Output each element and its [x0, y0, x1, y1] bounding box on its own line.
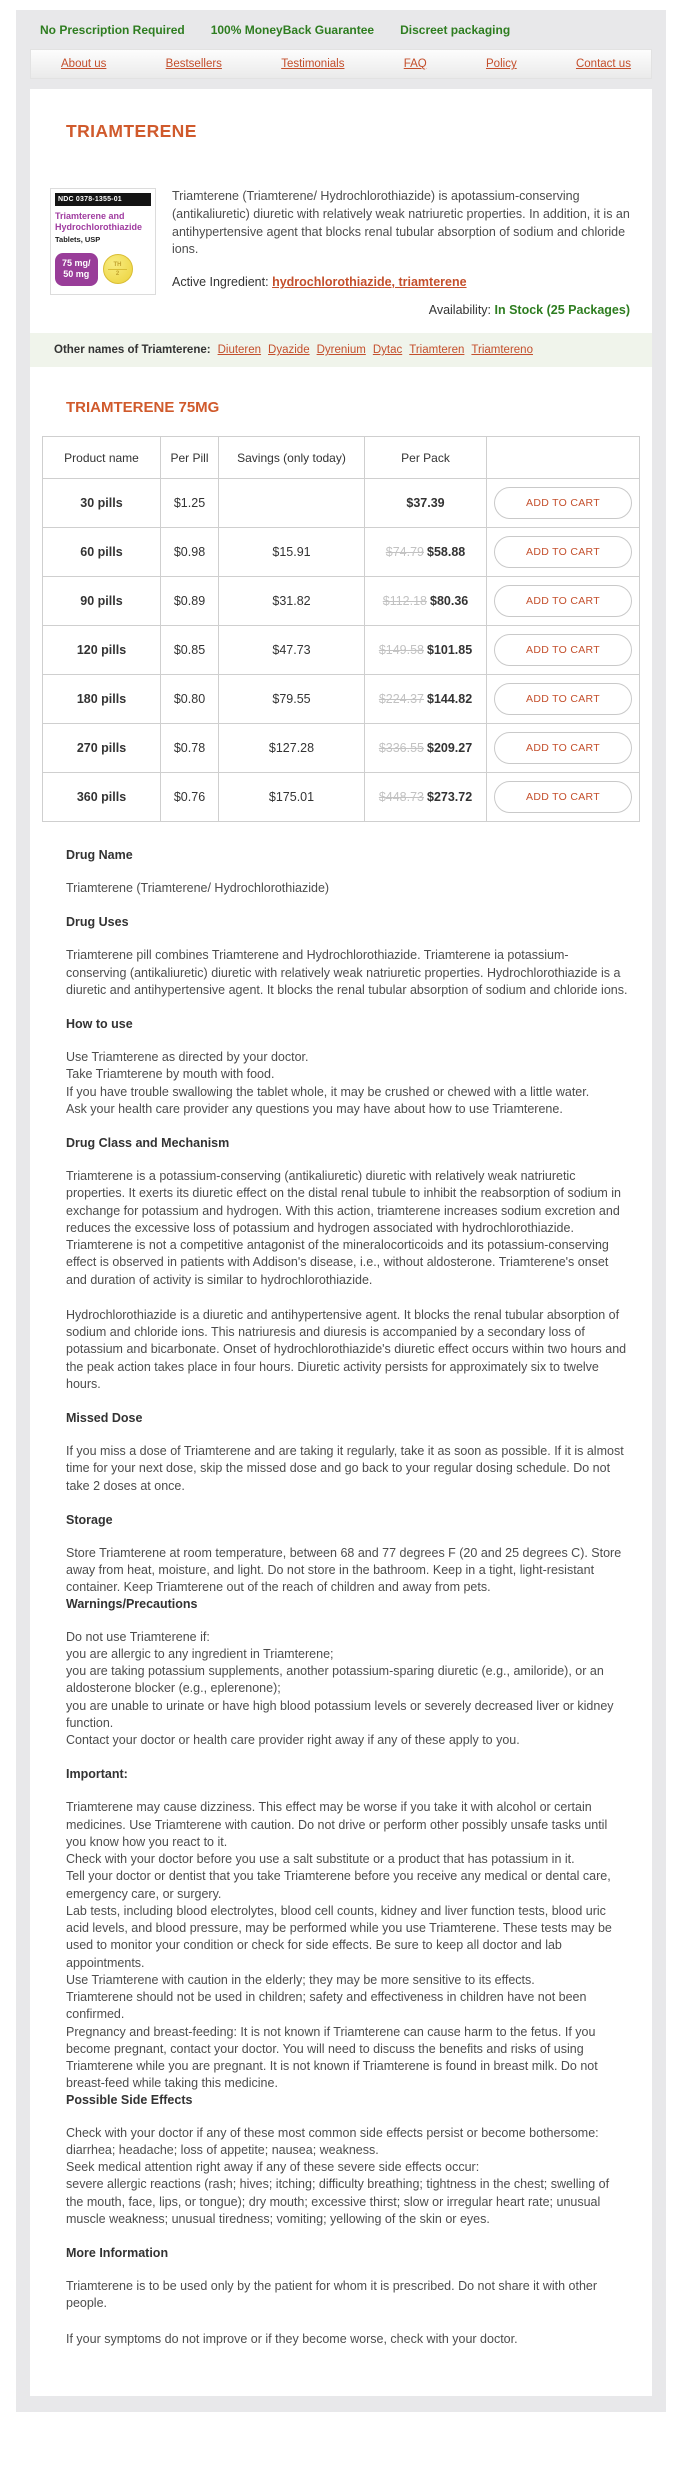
cart-cell — [487, 675, 640, 724]
product-name-cell: 120 pills — [43, 626, 161, 675]
per-pack-cell — [365, 626, 487, 675]
cart-cell — [487, 773, 640, 822]
text-line: Use Triamterene as directed by your doctor. — [66, 1050, 309, 1064]
section-heading: Missed Dose — [66, 1411, 143, 1425]
nav-bar — [30, 49, 652, 79]
old-price: $74.79 — [385, 545, 424, 559]
nav-link-testimonials[interactable]: Testimonials — [281, 58, 345, 70]
dose-badge — [55, 253, 98, 286]
package-form-label: Tablets, USP — [55, 235, 101, 245]
other-name-link[interactable]: Dyrenium — [316, 344, 366, 356]
topbar-item-2: Discreet packaging — [400, 23, 511, 37]
section-paragraph — [66, 1443, 628, 1495]
section-paragraph — [66, 880, 628, 897]
section-paragraph — [66, 947, 628, 999]
old-price: $336.55 — [378, 741, 424, 755]
pill-imprint-bottom: 2 — [115, 270, 120, 277]
text-line: Pregnancy and breast-feeding: It is not known if Triamterene can cause harm to the fetus. If you become pregnant, contact your doctor. You will need to discuss the benefits and risks of using Triamterene while you are pregnant. It is not known if Triamterene is found in breast milk. Do not breast-feed while taking this medicine. — [66, 2024, 598, 2091]
section-heading: Drug Class and Mechanism — [66, 1136, 230, 1150]
package-drug-name-line1: Triamterene and — [55, 211, 125, 221]
per-pill-cell: $0.98 — [161, 528, 219, 577]
per-pack-cell — [365, 577, 487, 626]
main-content — [30, 89, 652, 2396]
per-pack-cell — [365, 479, 487, 528]
dose-line2: 50 mg — [63, 269, 90, 280]
section-paragraph — [66, 1799, 628, 2092]
cart-cell — [487, 626, 640, 675]
section-paragraph — [66, 1049, 628, 1118]
nav-link-policy[interactable]: Policy — [486, 58, 517, 70]
table-row — [43, 626, 640, 675]
column-header: Savings (only today) — [219, 437, 365, 479]
text-line: If you miss a dose of Triamterene and are taking it regularly, take it as soon as possible. If it is almost time for your next dose, skip the missed dose and go back to your regular dosing schedule. Do not take 2 doses at once. — [66, 1444, 624, 1493]
table-row — [43, 479, 640, 528]
product-info — [172, 188, 634, 317]
column-header: Per Pill — [161, 437, 219, 479]
column-header-empty — [487, 437, 640, 479]
text-line: Seek medical attention right away if any of these severe side effects occur: — [66, 2160, 480, 2174]
table-row — [43, 773, 640, 822]
pricing-table-body — [43, 479, 640, 822]
text-line: Triamterene pill combines Triamterene and Hydrochlorothiazide. Triamterene ia potassium-conserving (antikaliuretic) diuretic with relatively weak natriuretic properties. Hydrochlorothiazide is a diuretic and antihypertensive agent. It blocks the renal tubular absorption of sodium and chloride ions. — [66, 948, 628, 997]
per-pack-cell — [365, 528, 487, 577]
info-sections — [66, 848, 628, 2348]
topbar — [16, 10, 666, 49]
text-line: Hydrochlorothiazide is a diuretic and antihypertensive agent. It blocks the renal tubular absorption of sodium and chloride ions. This natriuresis and diuresis is accompanied by a secondary loss of potassium and bicarbonate. Onset of hydrochlorothiazide's diuretic effect occurs within two hours and the peak action takes place in four hours. Diuretic activity persists for approximately six to twelve hours. — [66, 1307, 627, 1391]
text-line: Store Triamterene at room temperature, between 68 and 77 degrees F (20 and 25 degrees C). Store away from heat, moisture, and light. Do not store in the bathroom. Keep in a tight, light-resistant container. Keep Triamterene out of the reach of children and away from pets. — [66, 1545, 622, 1595]
section-paragraph — [66, 1629, 628, 1750]
text-line: Do not use Triamterene if: — [66, 1629, 210, 1644]
page-title: TRIAMTERENE — [66, 121, 197, 141]
cart-cell — [487, 528, 640, 577]
nav-link-bestsellers[interactable]: Bestsellers — [165, 58, 222, 70]
table-row — [43, 724, 640, 773]
per-pill-cell: $0.76 — [161, 773, 219, 822]
cart-cell — [487, 479, 640, 528]
savings-cell: $127.28 — [219, 724, 365, 773]
other-name-link[interactable]: Dytac — [372, 344, 403, 356]
section-heading: Drug Uses — [66, 915, 129, 930]
pack-price: $101.85 — [427, 643, 473, 657]
product-description: Triamterene (Triamterene/ Hydrochlorothiazide) is apotassium-conserving (antikaliuretic) diuretic with relatively weak natriuretic properties. In addition, it is an antihypertensive agent that blocks renal tubular absorption of sodium and chloride ions. — [172, 189, 630, 257]
nav-link-contact-us[interactable]: Contact us — [575, 58, 631, 70]
text-line: Triamterene (Triamterene/ Hydrochlorothiazide) — [66, 881, 330, 895]
add-to-cart-button[interactable]: ADD TO CART — [494, 781, 632, 813]
savings-cell: $47.73 — [219, 626, 365, 675]
topbar-item-0: No Prescription Required — [40, 23, 185, 37]
availability-status: In Stock (25 Packages) — [494, 303, 630, 317]
add-to-cart-button[interactable]: ADD TO CART — [494, 683, 632, 715]
other-name-link[interactable]: Dyazide — [268, 344, 310, 356]
add-to-cart-button[interactable]: ADD TO CART — [494, 487, 632, 519]
section-paragraph — [66, 2278, 628, 2313]
column-header: Per Pack — [365, 437, 487, 479]
pack-price: $209.27 — [427, 741, 473, 755]
pack-price: $80.36 — [430, 594, 469, 608]
nav-link-about-us[interactable]: About us — [61, 58, 107, 70]
savings-cell: $15.91 — [219, 528, 365, 577]
text-line: Triamterene is to be used only by the patient for whom it is prescribed. Do not share it with other people. — [66, 2279, 598, 2311]
section-heading: Important: — [66, 1767, 128, 1782]
ndc-label: NDC 0378-1355-01 — [55, 193, 151, 206]
pill-score-line — [108, 269, 127, 270]
cart-cell — [487, 724, 640, 773]
section-paragraph — [66, 1307, 628, 1393]
pricing-header-row — [43, 437, 640, 479]
pill-imprint-top: TH — [113, 261, 122, 268]
section-heading: Storage — [66, 1512, 113, 1527]
add-to-cart-button[interactable]: ADD TO CART — [494, 585, 632, 617]
product-name-cell: 270 pills — [43, 724, 161, 773]
text-line: Take Triamterene by mouth with food. — [66, 1067, 275, 1082]
text-line: you are unable to urinate or have high blood potassium levels or severely decreased liver or kidney function. — [66, 1698, 614, 1730]
active-ingredient-link[interactable]: hydrochlorothiazide, triamterene — [272, 275, 467, 289]
section-heading: Warnings/Precautions — [66, 1596, 198, 1611]
per-pill-cell: $0.80 — [161, 675, 219, 724]
per-pill-cell: $0.78 — [161, 724, 219, 773]
section-heading: Drug Name — [66, 848, 133, 862]
old-price: $149.58 — [378, 643, 424, 657]
text-line: Triamterene should not be used in children; safety and effectiveness in children have not been confirmed. — [66, 1990, 587, 2022]
pack-price: $273.72 — [427, 790, 473, 804]
pack-price: $144.82 — [427, 692, 473, 706]
section-paragraph — [66, 1168, 628, 1289]
pricing-section-title: TRIAMTERENE 75MG — [66, 399, 220, 416]
old-price: $448.73 — [378, 790, 424, 804]
text-line: diarrhea; headache; loss of appetite; nausea; weakness. — [66, 2142, 379, 2157]
section-paragraph — [66, 2331, 628, 2348]
text-line: you are allergic to any ingredient in Triamterene; — [66, 1646, 334, 1661]
section-heading: More Information — [66, 2246, 169, 2260]
column-header: Product name — [43, 437, 161, 479]
pack-price: $37.39 — [406, 496, 445, 510]
text-line: Triamterene is a potassium-conserving (antikaliuretic) diuretic with relatively weak natriuretic properties. It exerts its diuretic effect on the distal renal tubule to inhibit the reabsorption of sodium in exchange for potassium and hydrogen. With this action, triamterene increases sodium excretion and reduces the excessive loss of potassium and hydrogen associated with hydrochlorothiazide. Triamterene is not a competitive antagonist of the mineralocorticoids and its potassium-conserving effect is observed in patients with Addison's disease, i.e., without aldosterone. Triamterene's onset and duration of activity is similar to hydrochlorothiazide. — [66, 1169, 621, 1287]
savings-cell — [219, 479, 365, 528]
per-pack-cell — [365, 675, 487, 724]
add-to-cart-button[interactable]: ADD TO CART — [494, 536, 632, 568]
pill-icon — [103, 254, 133, 284]
old-price: $224.37 — [378, 692, 424, 706]
product-package-image — [50, 188, 156, 295]
text-line: If your symptoms do not improve or if they become worse, check with your doctor. — [66, 2331, 518, 2346]
product-name-cell: 30 pills — [43, 479, 161, 528]
text-line: Ask your health care provider any questions you may have about how to use Triamterene. — [66, 1101, 563, 1116]
old-price: $112.18 — [382, 594, 428, 608]
per-pill-cell: $0.89 — [161, 577, 219, 626]
table-row — [43, 577, 640, 626]
text-line: Check with your doctor before you use a salt substitute or a product that has potassium in it. — [66, 1852, 575, 1866]
nav-link-faq[interactable]: FAQ — [403, 58, 427, 70]
other-names-links — [211, 344, 533, 356]
text-line: Triamterene may cause dizziness. This effect may be worse if you take it with alcohol or certain medicines. Use Triamterene with caution. Do not drive or perform other possibly unsafe tasks until you know how you react to it. — [66, 1800, 608, 1849]
other-names-label: Other names of Triamterene: — [54, 344, 211, 356]
table-row — [43, 675, 640, 724]
other-names-bar — [30, 333, 652, 367]
savings-cell: $175.01 — [219, 773, 365, 822]
other-name-link[interactable]: Triamtereno — [471, 344, 533, 356]
per-pill-cell: $0.85 — [161, 626, 219, 675]
per-pack-cell — [365, 773, 487, 822]
package-dose-area — [55, 253, 151, 286]
add-to-cart-button[interactable]: ADD TO CART — [494, 732, 632, 764]
package-drug-name — [55, 211, 151, 232]
other-name-link[interactable]: Diuteren — [217, 344, 262, 356]
section-paragraph — [66, 1545, 628, 1597]
text-line: severe allergic reactions (rash; hives; itching; difficulty breathing; tightness in the chest; swelling of the mouth, face, lips, or tongue); dry mouth; excessive thirst; slow or irregular heart rate; unusual muscle weakness; unusual tiredness; vomiting; yellowing of the skin or eyes. — [66, 2177, 610, 2226]
product-name-cell: 360 pills — [43, 773, 161, 822]
pricing-table — [42, 436, 640, 822]
active-ingredient-row — [172, 275, 630, 289]
product-name-cell: 90 pills — [43, 577, 161, 626]
package-drug-name-line2: Hydrochlorothiazide — [55, 221, 143, 232]
product-name-cell: 180 pills — [43, 675, 161, 724]
per-pill-cell: $1.25 — [161, 479, 219, 528]
add-to-cart-button[interactable]: ADD TO CART — [494, 634, 632, 666]
savings-cell: $31.82 — [219, 577, 365, 626]
section-paragraph — [66, 2125, 628, 2229]
topbar-item-1: 100% MoneyBack Guarantee — [210, 23, 375, 37]
page — [16, 10, 666, 2412]
product-name-cell: 60 pills — [43, 528, 161, 577]
table-row — [43, 528, 640, 577]
other-name-link[interactable]: Triamteren — [409, 344, 465, 356]
availability-label: Availability: — [428, 303, 492, 317]
text-line: If you have trouble swallowing the tablet whole, it may be crushed or chewed with a little water. — [66, 1084, 590, 1099]
section-heading: How to use — [66, 1017, 133, 1031]
text-line: Use Triamterene with caution in the elderly; they may be more sensitive to its effects. — [66, 1972, 535, 1987]
pack-price: $58.88 — [427, 545, 466, 559]
section-heading: Possible Side Effects — [66, 2092, 193, 2107]
product-overview — [50, 188, 634, 317]
text-line: Lab tests, including blood electrolytes, blood cell counts, kidney and liver function tests, blood uric acid levels, and blood pressure, may be performed while you use Triamterene. These tests may be used to monitor your condition or check for side effects. Be sure to keep all doctor and lab appointments. — [66, 1903, 612, 1970]
savings-cell: $79.55 — [219, 675, 365, 724]
text-line: Tell your doctor or dentist that you take Triamterene before you receive any medical or dental care, emergency care, or surgery. — [66, 1869, 611, 1901]
cart-cell — [487, 577, 640, 626]
availability-row — [172, 303, 630, 317]
dose-line1: 75 mg/ — [62, 258, 91, 269]
active-ingredient-label: Active Ingredient: — [172, 275, 269, 289]
text-line: you are taking potassium supplements, another potassium-sparing diuretic (e.g., amiloride), or an aldosterone blocker (e.g., eplerenone); — [66, 1664, 604, 1696]
text-line: Check with your doctor if any of these most common side effects persist or become bothersome: — [66, 2125, 599, 2140]
text-line: Contact your doctor or health care provider right away if any of these apply to you. — [66, 1733, 520, 1747]
per-pack-cell — [365, 724, 487, 773]
